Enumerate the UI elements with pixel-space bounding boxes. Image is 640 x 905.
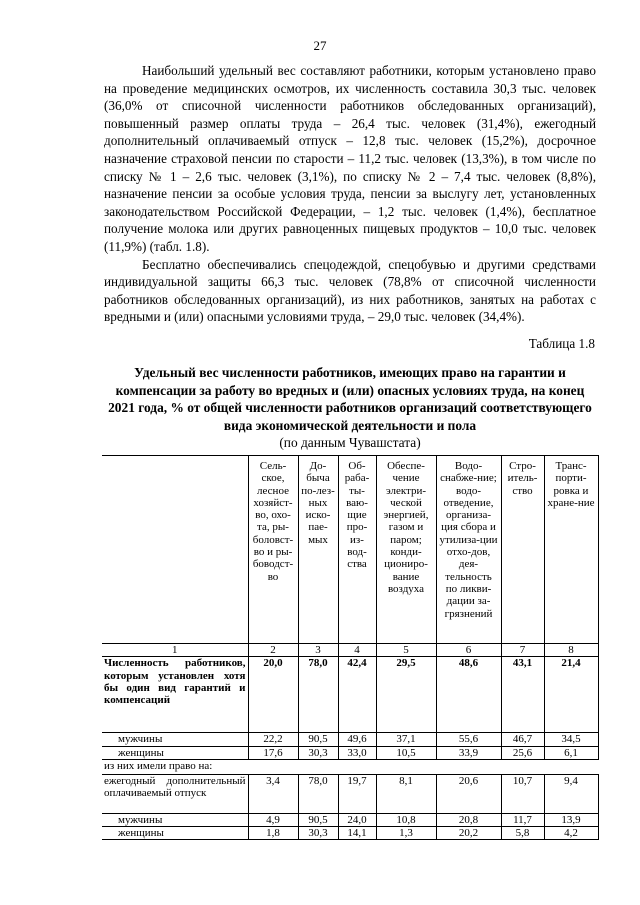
column-header: [102, 456, 248, 644]
table-cell: 30,3: [298, 827, 338, 840]
table-cell: 4,9: [248, 813, 298, 826]
table-cell: 48,6: [436, 657, 501, 733]
column-number: 7: [501, 644, 544, 657]
row-label: мужчины: [102, 733, 248, 746]
column-number: 3: [298, 644, 338, 657]
table-cell: 19,7: [338, 774, 376, 813]
table-cell: 3,4: [248, 774, 298, 813]
table-cell: 55,6: [436, 733, 501, 746]
row-label: из них имели право на:: [102, 759, 598, 774]
table-cell: 42,4: [338, 657, 376, 733]
table-row: [102, 827, 598, 840]
table-cell: 29,5: [376, 657, 436, 733]
column-header: Стро-итель-ство: [501, 456, 544, 644]
table-label: Таблица 1.8: [528, 336, 595, 351]
table-title-text: Удельный вес численности работников, имеющих право на гарантии и компенсации за работу во вредных и (или) опасных условиях труда, на конец 2021 года, % от общей численности работников организаций соответствующего вида экономической деятельности и пола: [108, 365, 592, 433]
paragraph: Бесплатно обеспечивались спецодеждой, спецобувью и другими средствами индивидуальной защиты 66,3 тыс. человек (78,8% от списочной численности работников обследованных организаций), из них работников, занятых на работах с вредными и (или) опасными условиями труда, – 29,0 тыс. человек (34,4%).: [104, 256, 596, 325]
table-row: [102, 746, 598, 759]
table-cell: 1,3: [376, 827, 436, 840]
table-cell: 13,9: [544, 813, 598, 826]
data-table: [102, 455, 599, 840]
table-cell: 20,2: [436, 827, 501, 840]
table-cell: 43,1: [501, 657, 544, 733]
table-row: [102, 657, 598, 733]
table-cell: 90,5: [298, 733, 338, 746]
table-row: [102, 774, 598, 813]
table-cell: 33,0: [338, 746, 376, 759]
column-number: 5: [376, 644, 436, 657]
column-number: 2: [248, 644, 298, 657]
column-header: До-быча по-лез-ных иско-пае-мых: [298, 456, 338, 644]
table-cell: 34,5: [544, 733, 598, 746]
table-row: [102, 733, 598, 746]
table-cell: 25,6: [501, 746, 544, 759]
table-cell: 6,1: [544, 746, 598, 759]
paragraph: Наибольший удельный вес составляют работники, которым установлено право на проведение медицинских осмотров, их численность составила 30,3 тыс. человек (36,0% от списочной численности работников обследованных организаций), повышенный размер оплаты труда – 26,4 тыс. человек (31,4%), ежегодный дополнительный оплачиваемый отпуск – 12,8 тыс. человек (15,2%), досрочное назначение страховой пенсии по старости – 11,2 тыс. человек (13,3%), в том числе по списку № 1 – 2,6 тыс. человек (3,1%), по списку № 2 – 7,4 тыс. человек (8,8%), назначение пенсии за особые условия труда, пенсии за выслугу лет, установленных законодательством Российской Федерации, – 1,2 тыс. человек (1,4%), бесплатное получение молока или других равноценных пищевых продуктов – 10,0 тыс. человек (11,9%) (табл. 1.8).: [104, 63, 596, 254]
column-header: Обеспе-чение электри-ческой энергией, газом и паром; конди-циониро-вание воздуха: [376, 456, 436, 644]
body-text: [104, 62, 596, 326]
column-header: Сель-ское, лесное хозяйст-во, охо-та, ры-боловст-во и ры-боводст-во: [248, 456, 298, 644]
table-cell: 33,9: [436, 746, 501, 759]
table-source: (по данным Чувашстата): [279, 435, 421, 450]
table-cell: 17,6: [248, 746, 298, 759]
column-number-row: [102, 644, 598, 657]
table-title: [104, 364, 596, 452]
table-cell: 4,2: [544, 827, 598, 840]
row-label: ежегодный дополнительный оплачиваемый отпуск: [102, 774, 248, 813]
table-cell: 10,8: [376, 813, 436, 826]
row-label: женщины: [102, 827, 248, 840]
table-cell: 24,0: [338, 813, 376, 826]
table-cell: 21,4: [544, 657, 598, 733]
table-cell: 14,1: [338, 827, 376, 840]
row-label: Численность работников, которым установлен хотя бы один вид гарантий и компенсаций: [102, 657, 248, 733]
table-cell: 11,7: [501, 813, 544, 826]
table-cell: 10,5: [376, 746, 436, 759]
row-label: женщины: [102, 746, 248, 759]
column-header: Об-раба-ты-ваю-щие про-из-вод-ства: [338, 456, 376, 644]
table-cell: 1,8: [248, 827, 298, 840]
column-number: 8: [544, 644, 598, 657]
header-row: [102, 456, 598, 644]
column-header: Водо-снабже-ние; водо-отведение, организа-ция сбора и утилиза-ции отхо-дов, дея-тельность по ликви-дации за-грязнений: [436, 456, 501, 644]
table-row: [102, 759, 598, 774]
table-cell: 20,8: [436, 813, 501, 826]
column-number: 6: [436, 644, 501, 657]
row-label: мужчины: [102, 813, 248, 826]
page-number: 27: [313, 38, 327, 53]
table-cell: 8,1: [376, 774, 436, 813]
column-header: Транс-порти-ровка и хране-ние: [544, 456, 598, 644]
table-cell: 37,1: [376, 733, 436, 746]
table-cell: 22,2: [248, 733, 298, 746]
column-number: 1: [102, 644, 248, 657]
table-cell: 20,6: [436, 774, 501, 813]
table-cell: 5,8: [501, 827, 544, 840]
table-cell: 9,4: [544, 774, 598, 813]
table-cell: 20,0: [248, 657, 298, 733]
table-cell: 90,5: [298, 813, 338, 826]
table-cell: 46,7: [501, 733, 544, 746]
table-row: [102, 813, 598, 826]
table-cell: 78,0: [298, 657, 338, 733]
table-cell: 10,7: [501, 774, 544, 813]
table-cell: 78,0: [298, 774, 338, 813]
column-number: 4: [338, 644, 376, 657]
table-cell: 30,3: [298, 746, 338, 759]
table-cell: 49,6: [338, 733, 376, 746]
